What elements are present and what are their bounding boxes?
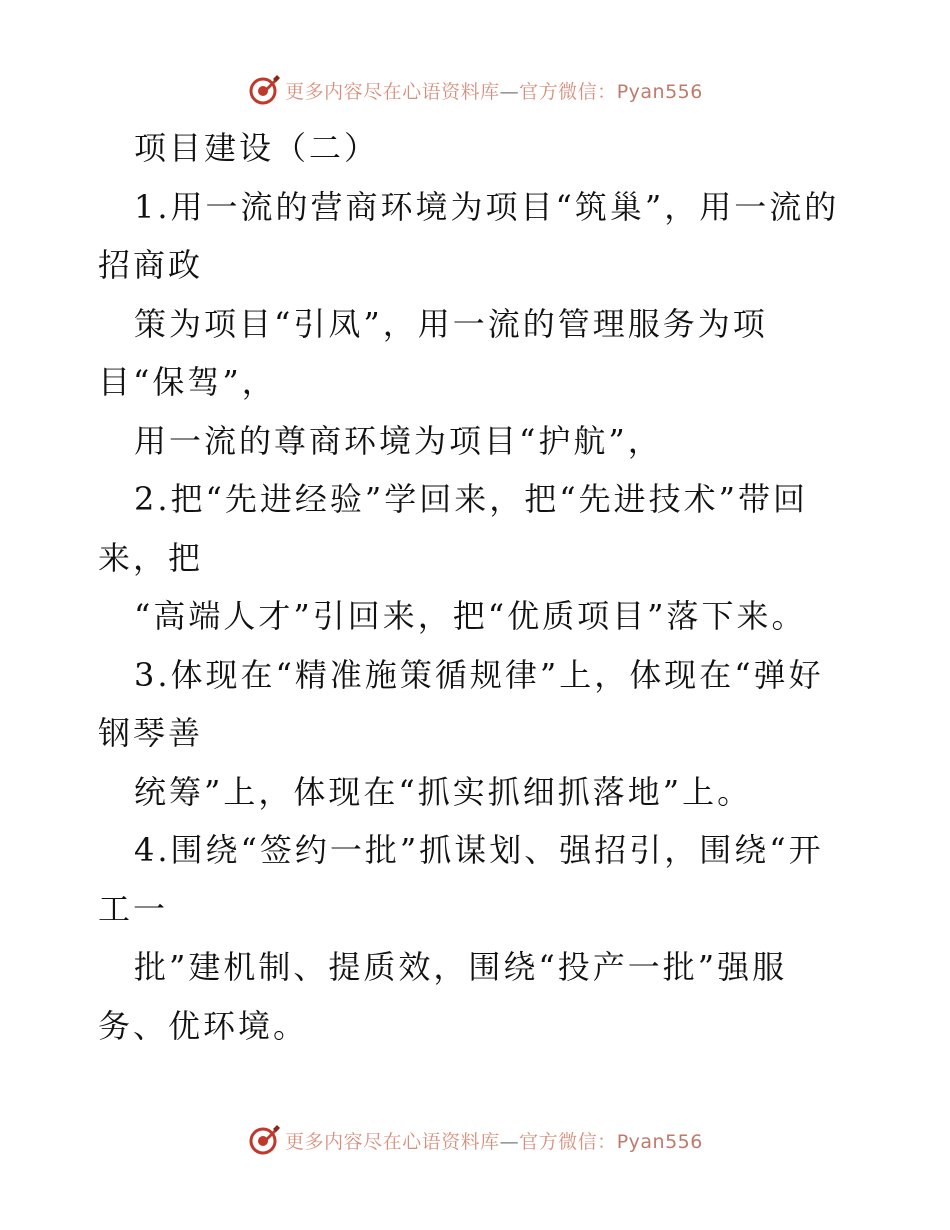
paragraph-line: 工一 (98, 890, 169, 928)
pen-circle-logo-icon (247, 1123, 281, 1157)
paragraph-line: 4.围绕“签约一批”抓谋划、强招引，围绕“开 (134, 831, 824, 869)
banner-site-name: 更多内容尽在心语资料库 (285, 1130, 500, 1153)
banner-separator: — (499, 1130, 520, 1153)
paragraph-line: 1.用一流的营商环境为项目“筑巢”，用一流的 (134, 188, 840, 226)
banner-text (285, 1127, 703, 1154)
banner-wechat-label: 官方微信： (519, 1130, 617, 1153)
banner-site-name: 更多内容尽在心语资料库 (285, 80, 500, 103)
banner-wechat-label: 官方微信： (519, 80, 617, 103)
banner-wechat-id: Pyan556 (616, 80, 703, 103)
footer-banner (0, 1120, 950, 1160)
paragraph-line: “高端人才”引回来，把“优质项目”落下来。 (134, 597, 807, 635)
paragraph-line: 招商政 (98, 246, 204, 284)
banner-wechat-id: Pyan556 (616, 1130, 703, 1153)
paragraph-line: 统筹”上，体现在“抓实抓细抓落地”上。 (134, 773, 753, 811)
document-title: 项目建设（二） (134, 129, 380, 167)
paragraph-line: 2.把“先进经验”学回来，把“先进技术”带回 (134, 480, 808, 518)
paragraph-line: 钢琴善 (98, 714, 204, 752)
paragraph-line: 用一流的尊商环境为项目“护航”， (134, 422, 663, 460)
paragraph-line: 来，把 (98, 539, 204, 577)
paragraph-line: 策为项目“引凤”，用一流的管理服务为项 (134, 305, 768, 343)
paragraph-line: 目“保驾”， (98, 363, 277, 401)
banner-separator: — (499, 80, 520, 103)
paragraph-line: 务、优环境。 (98, 1007, 309, 1045)
paragraph-line: 批”建机制、提质效，围绕“投产一批”强服 (134, 948, 788, 986)
paragraph-line: 3.体现在“精准施策循规律”上，体现在“弹好 (134, 656, 824, 694)
